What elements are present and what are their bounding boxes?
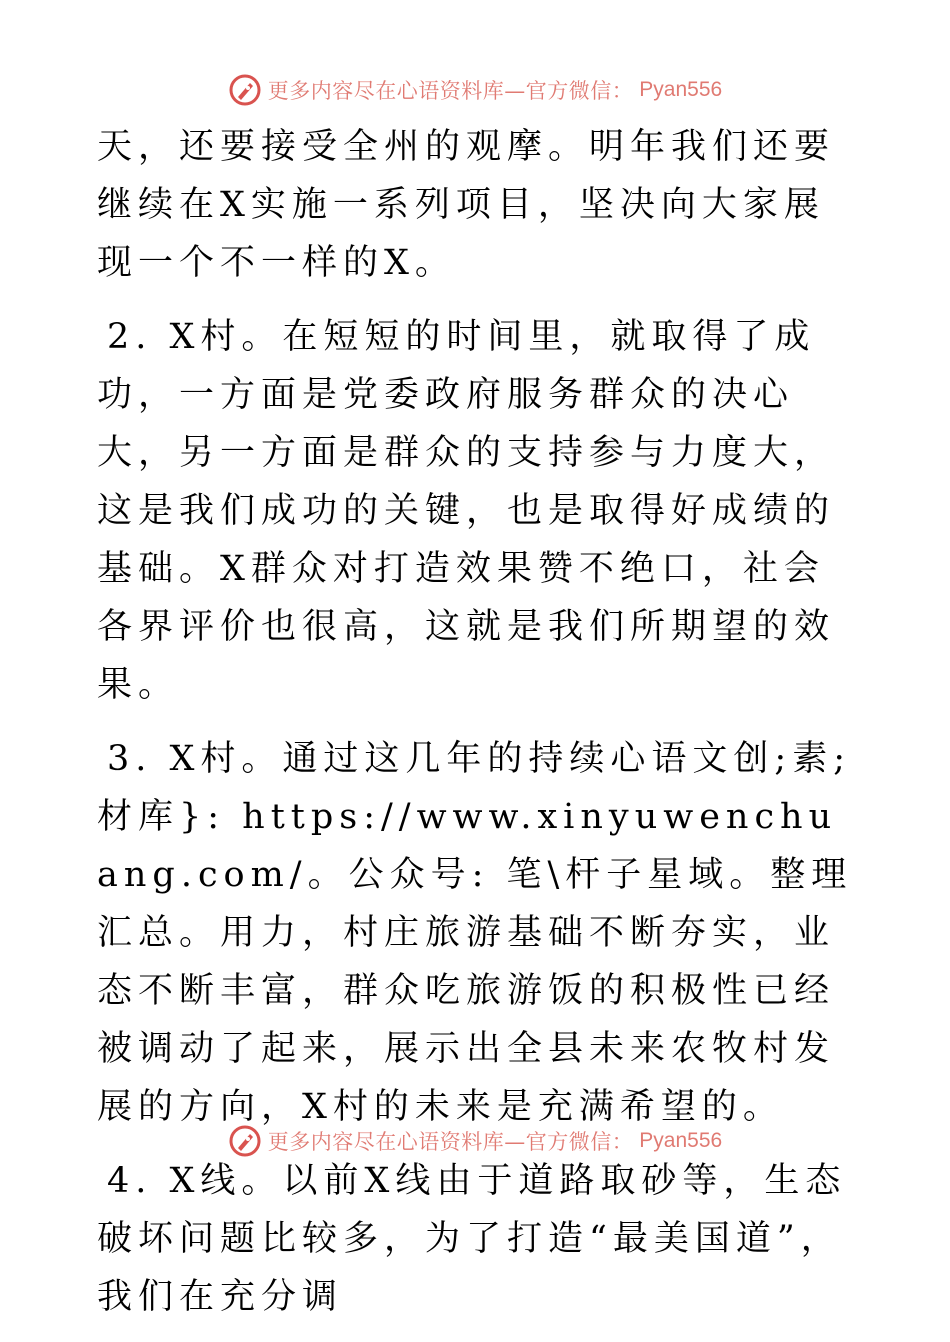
footer-watermark — [0, 1121, 950, 1161]
watermark-text: 更多内容尽在心语资料库—官方微信： — [267, 1130, 634, 1154]
pen-nib-logo-icon — [228, 1124, 262, 1158]
header-watermark — [0, 70, 950, 110]
paragraph-continued: 天，还要接受全州的观摩。明年我们还要继续在X实施一系列项目，坚决向大家展现一个不一样的X。 — [97, 127, 836, 283]
paragraph-item-4: 4. X线。以前X线由于道路取砂等，生态破坏问题比较多，为了打造“最美国道”，我们在充分调 — [97, 1161, 847, 1317]
pen-nib-logo-icon — [228, 73, 262, 107]
paragraph-item-2: 2. X村。在短短的时间里，就取得了成功，一方面是党委政府服务群众的决心大，另一方面是群众的支持参与力度大，这是我们成功的关键，也是取得好成绩的基础。X群众对打造效果赞不绝口，社会各界评价也很高，这就是我们所期望的效果。 — [97, 317, 836, 705]
watermark-wechat-id: Pyan556 — [639, 78, 723, 101]
paragraph-item-3: 3. X村。通过这几年的持续心语文创;素;材库}: https://www.xinyuwenchuang.com/。公众号: 笔\杆子星域。整理汇总。用力，村庄旅游基础不断夯实，业态不断丰富，群众吃旅游饭的积极性已经被调动了起来，展示出全县未来农牧村发展的方向，X村的未来是充满希望的。 — [97, 739, 853, 1127]
watermark-text: 更多内容尽在心语资料库—官方微信： — [267, 79, 634, 103]
watermark-wechat-id: Pyan556 — [639, 1129, 723, 1152]
